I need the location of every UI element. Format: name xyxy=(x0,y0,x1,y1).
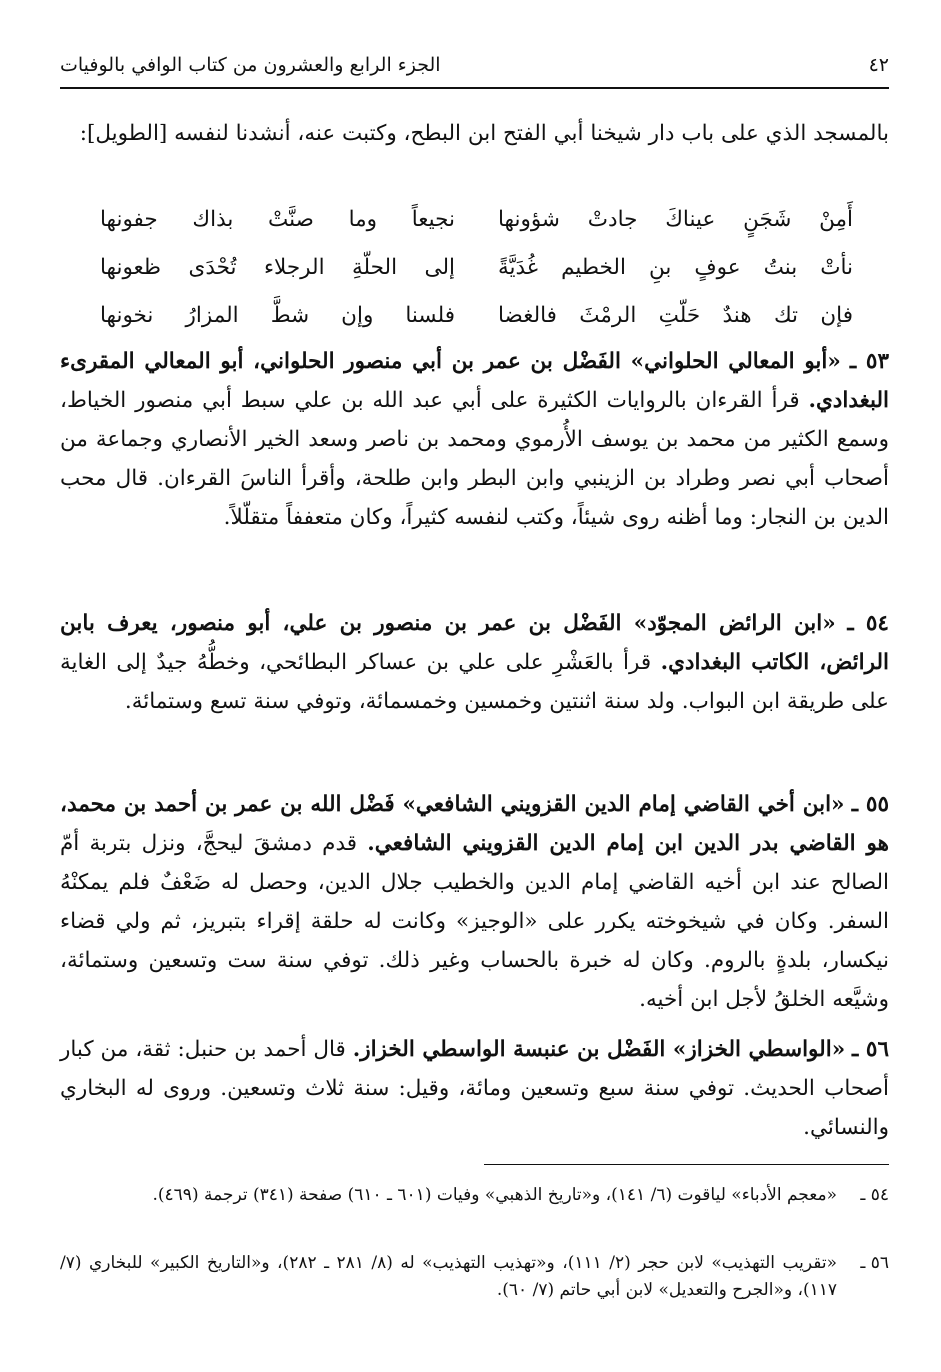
entry-54 xyxy=(60,604,889,721)
entry-heading: «ابن أخي القاضي إمام الدين القزويني الشافعي» فَضْل الله بن عمر بن أحمد بن محمد، هو القاضي بدر الدين ابن إمام الدين القزويني الشافعي. xyxy=(60,792,889,856)
verse-first-hemistich: أَمِنْ شَجَنٍ عيناكَ جادتْ شؤونها xyxy=(498,207,853,232)
verse-second-hemistich: إلى الحلّةِ الرجلاء تُحْدَى ظعونها xyxy=(100,255,455,280)
verse-first-hemistich: فإن تك هندٌ حَلّتِ الرمْثَ فالغضا xyxy=(498,303,853,328)
page-header xyxy=(60,48,889,82)
entry-heading: «الواسطي الخزاز» الفَضْل بن عنبسة الواسطي الخزاز. xyxy=(352,1037,846,1062)
footnote-divider xyxy=(484,1164,889,1165)
entry-number: ٥٥ ـ xyxy=(851,792,889,817)
footnote xyxy=(60,1250,889,1304)
footnote-number: ٥٦ ـ xyxy=(860,1253,889,1273)
verse-second-hemistich: فلسنا وإن شطَّ المزارُ نخونها xyxy=(100,303,455,328)
page-number: ٤٢ xyxy=(868,54,889,76)
footnote-text: «تقريب التهذيب» لابن حجر (٢/ ١١١)، و«تهذيب التهذيب» له (٨/ ٢٨١ ـ ٢٨٢)، و«التاريخ الكبير» للبخاري (٧/ ١١٧)، و«الجرح والتعديل» لابن أبي حاتم (٧/ ٦٠). xyxy=(60,1253,837,1300)
entry-53 xyxy=(60,342,889,537)
entry-55 xyxy=(60,785,889,1019)
poem xyxy=(100,198,853,342)
entry-56 xyxy=(60,1030,889,1147)
entry-number: ٥٣ ـ xyxy=(849,349,889,374)
footnote xyxy=(60,1182,889,1209)
entry-text: قدم دمشقَ ليحجَّ، ونزل بتربة أمّ الصالح عند ابن أخيه القاضي إمام الدين والخطيب جلال الدين، وحصل له ضَعْفٌ فلم يمكنْهُ السفر. وكان في شيخوخته يكرر على «الوجيز» وكانت له حلقة إقراء بتبريز، ثم ولي قضاء نيكسار، بلدةٍ بالروم. وكان له خبرة بالحساب وغير ذلك. توفي سنة ست وتسعين وستمائة، وشيَّعه الخلقُ لأجل ابن أخيه. xyxy=(60,831,889,1012)
entry-number: ٥٦ ـ xyxy=(852,1037,889,1062)
intro-text: بالمسجد الذي على باب دار شيخنا أبي الفتح ابن البطح، وكتبت عنه، أنشدنا لنفسه [الطويل]: xyxy=(79,121,889,146)
running-title: الجزء الرابع والعشرون من كتاب الوافي بالوفيات xyxy=(60,54,441,76)
verse-line xyxy=(100,246,853,294)
entry-text: قرأ بالعَشْرِ على علي بن عساكر البطائحي، وخطُّهُ جيدٌ إلى الغاية على طريقة ابن البواب. ولد سنة اثنتين وخمسين وخمسمائة، وتوفي سنة تسع وستمائة. xyxy=(60,650,889,714)
verse-first-hemistich: نأتْ بنتُ عوفٍ بنِ الخطيم غُدَيَّةً xyxy=(498,255,853,280)
verse-line xyxy=(100,198,853,246)
entry-heading: «أبو المعالي الحلواني» الفَضْل بن عمر بن أبي منصور الحلواني، أبو المعالي المقرىء البغدادي. xyxy=(60,349,889,413)
entry-text: قرأ القرءان بالروايات الكثيرة على أبي عبد الله بن علي سبط أبي منصور الخياط، وسمع الكثير من محمد بن يوسف الأُرموي ومحمد بن ناصر وسعد الخير الأنصاري وجماعة من أصحاب أبي نصر وطراد بن الزينبي وابن البطر وابن طلحة، وأقرأ الناسَ القرءان. قال محب الدين بن النجار: وما أظنه روى شيئاً، وكتب لنفسه كثيراً، وكان متعففاً متقلّلاً. xyxy=(60,388,889,530)
entry-heading: «ابن الرائض المجوّد» الفَضْل بن عمر بن منصور بن علي، أبو منصور، يعرف بابن الرائض، الكاتب البغدادي. xyxy=(60,611,890,675)
footnote-text: «معجم الأدباء» لياقوت (٦/ ١٤١)، و«تاريخ الذهبي» وفيات (٦٠١ ـ ٦١٠) صفحة (٣٤١) ترجمة (٤٦٩). xyxy=(152,1185,837,1205)
intro-paragraph xyxy=(60,114,889,153)
verse-second-hemistich: نجيعاً وما صنَّتْ بذاك جفونها xyxy=(100,207,455,232)
header-divider xyxy=(60,87,889,89)
verse-line xyxy=(100,294,853,342)
entry-text: قال أحمد بن حنبل: ثقة، من كبار أصحاب الحديث. توفي سنة سبع وتسعين ومائة، وقيل: سنة ثلاث وتسعين. وروى له البخاري والنسائي. xyxy=(60,1037,889,1140)
entry-number: ٥٤ ـ xyxy=(847,611,889,636)
footnote-number: ٥٤ ـ xyxy=(860,1185,889,1205)
